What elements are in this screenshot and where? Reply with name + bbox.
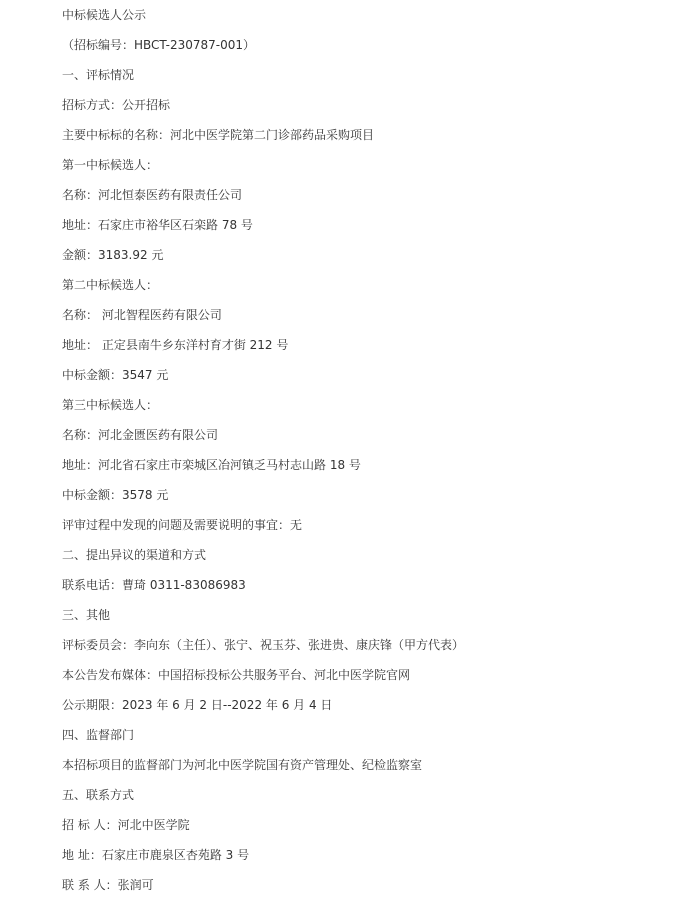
second-candidate-heading: 第二中标候选人： <box>62 278 159 292</box>
objection-contact-phone: 联系电话：曹琦 0311-83086983 <box>62 578 246 592</box>
tenderer-name: 招 标 人：河北中医学院 <box>62 818 190 832</box>
contact-person: 联 系 人：张润可 <box>62 878 154 892</box>
third-candidate-address: 地址：河北省石家庄市栾城区冶河镇乏马村志山路 18 号 <box>62 458 361 472</box>
third-candidate-heading: 第三中标候选人： <box>62 398 159 412</box>
tender-method: 招标方式：公开招标 <box>62 98 171 112</box>
publicity-period: 公示期限：2023 年 6 月 2 日--2022 年 6 月 4 日 <box>62 698 333 712</box>
first-candidate-address: 地址：石家庄市裕华区石栾路 78 号 <box>62 218 253 232</box>
section-heading-contact: 五、联系方式 <box>62 788 135 802</box>
second-candidate-name: 名称： 河北智程医药有限公司 <box>62 308 222 322</box>
first-candidate-heading: 第一中标候选人： <box>62 158 159 172</box>
section-heading-objection: 二、提出异议的渠道和方式 <box>62 548 207 562</box>
tender-number: （招标编号：HBCT-230787-001） <box>62 38 256 52</box>
section-heading-evaluation: 一、评标情况 <box>62 68 135 82</box>
tenderer-address: 地 址：石家庄市鹿泉区杏苑路 3 号 <box>62 848 250 862</box>
second-candidate-address: 地址： 正定县南牛乡东洋村育才街 212 号 <box>62 338 289 352</box>
second-candidate-amount: 中标金额：3547 元 <box>62 368 169 382</box>
first-candidate-name: 名称：河北恒泰医药有限责任公司 <box>62 188 243 202</box>
third-candidate-amount: 中标金额：3578 元 <box>62 488 169 502</box>
first-candidate-amount: 金额：3183.92 元 <box>62 248 164 262</box>
evaluation-committee: 评标委员会：李向东（主任）、张宁、祝玉芬、张进贵、康庆锋（甲方代表） <box>62 638 465 652</box>
third-candidate-name: 名称：河北金匮医药有限公司 <box>62 428 219 442</box>
section-heading-other: 三、其他 <box>62 608 111 622</box>
supervision-department: 本招标项目的监督部门为河北中医学院国有资产管理处、纪检监察室 <box>62 758 423 772</box>
project-name: 主要中标标的名称：河北中医学院第二门诊部药品采购项目 <box>62 128 375 142</box>
review-issues: 评审过程中发现的问题及需要说明的事宜：无 <box>62 518 303 532</box>
announcement-title: 中标候选人公示 <box>62 8 147 22</box>
publication-media: 本公告发布媒体：中国招标投标公共服务平台、河北中医学院官网 <box>62 668 411 682</box>
section-heading-supervision: 四、监督部门 <box>62 728 135 742</box>
